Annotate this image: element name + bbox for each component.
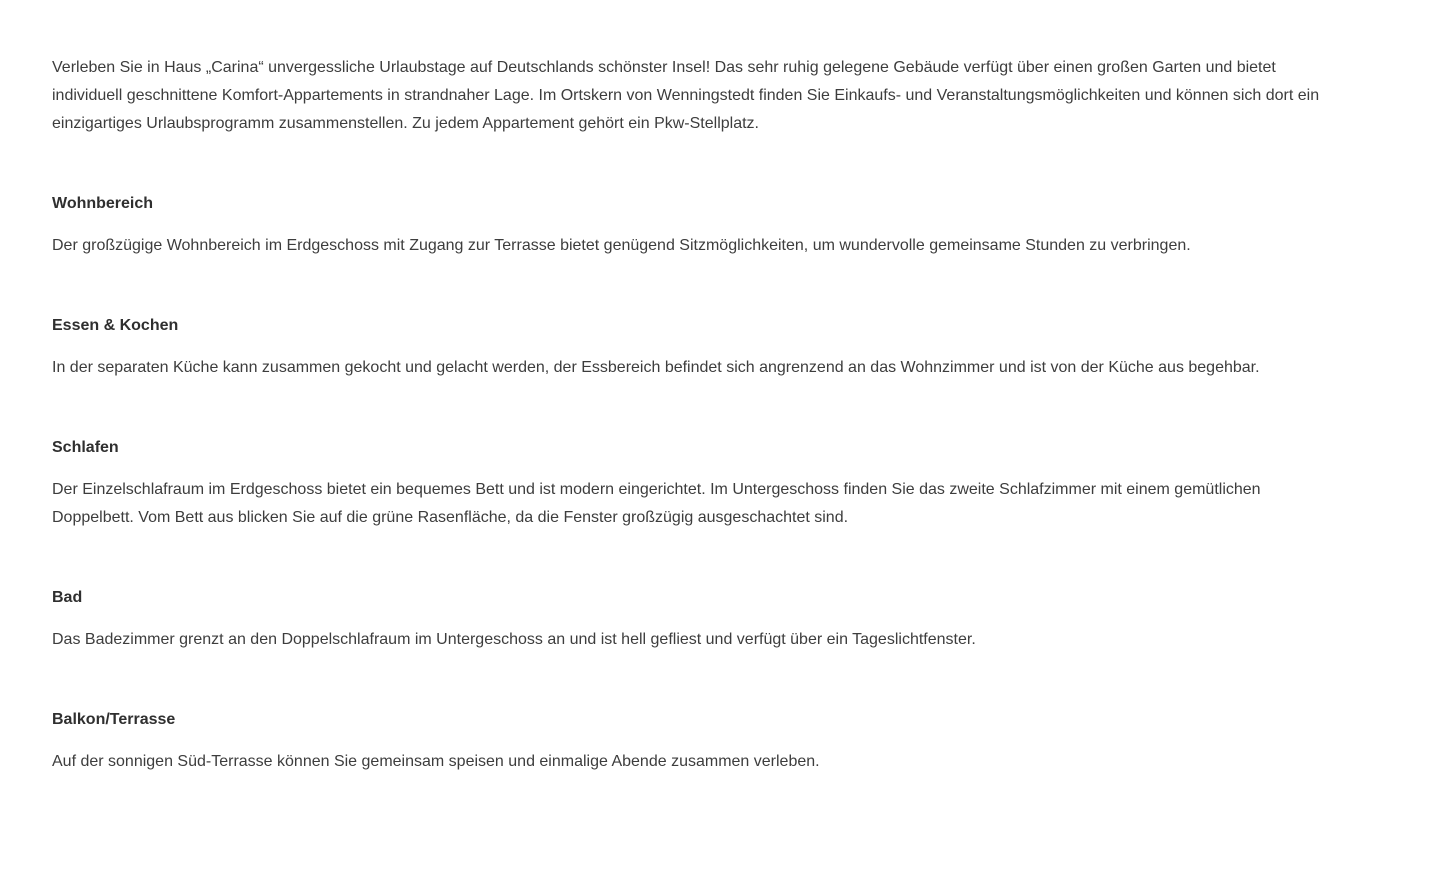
intro-paragraph: Verleben Sie in Haus „Carina“ unvergessliche Urlaubstage auf Deutschlands schönster Insel! Das sehr ruhig gelegene Gebäude verfügt über einen großen Garten und bietet individuell geschnittene Komfort-Appartements in strandnaher Lage. Im Ortskern von Wenningstedt finden Sie Einkaufs- und Veranstaltungsmöglichkeiten und können sich dort ein einzigartiges Urlaubsprogramm zusammenstellen. Zu jedem Appartement gehört ein Pkw-Stellplatz. (52, 59, 1320, 132)
section-heading-schlafen: Schlafen (52, 439, 119, 456)
section-heading-bad: Bad (52, 589, 83, 606)
section-paragraph-wohnbereich: Der großzügige Wohnbereich im Erdgeschoss mit Zugang zur Terrasse bietet genügend Sitzmöglichkeiten, um wundervolle gemeinsame Stunden zu verbringen. (52, 237, 1191, 254)
section-heading-balkon-terrasse: Balkon/Terrasse (52, 711, 176, 728)
section-wohnbereich (52, 190, 1344, 260)
section-heading-essen-kochen: Essen & Kochen (52, 317, 179, 334)
section-essen-kochen (52, 312, 1344, 382)
section-balkon-terrasse (52, 706, 1344, 776)
section-paragraph-schlafen: Der Einzelschlafraum im Erdgeschoss bietet ein bequemes Bett und ist modern eingerichtet. Im Untergeschoss finden Sie das zweite Schlafzimmer mit einem gemütlichen Doppelbett. Vom Bett aus blicken Sie auf die grüne Rasenfläche, da die Fenster großzügig ausgeschachtet sind. (52, 481, 1261, 526)
section-schlafen (52, 434, 1344, 532)
section-paragraph-essen-kochen: In der separaten Küche kann zusammen gekocht und gelacht werden, der Essbereich befindet sich angrenzend an das Wohnzimmer und ist von der Küche aus begehbar. (52, 359, 1260, 376)
property-description-document (52, 54, 1344, 776)
section-heading-wohnbereich: Wohnbereich (52, 195, 154, 212)
section-paragraph-bad: Das Badezimmer grenzt an den Doppelschlafraum im Untergeschoss an und ist hell gefliest und verfügt über ein Tageslichtfenster. (52, 631, 976, 648)
section-bad (52, 584, 1344, 654)
section-paragraph-balkon-terrasse: Auf der sonnigen Süd-Terrasse können Sie gemeinsam speisen und einmalige Abende zusammen verleben. (52, 753, 820, 770)
